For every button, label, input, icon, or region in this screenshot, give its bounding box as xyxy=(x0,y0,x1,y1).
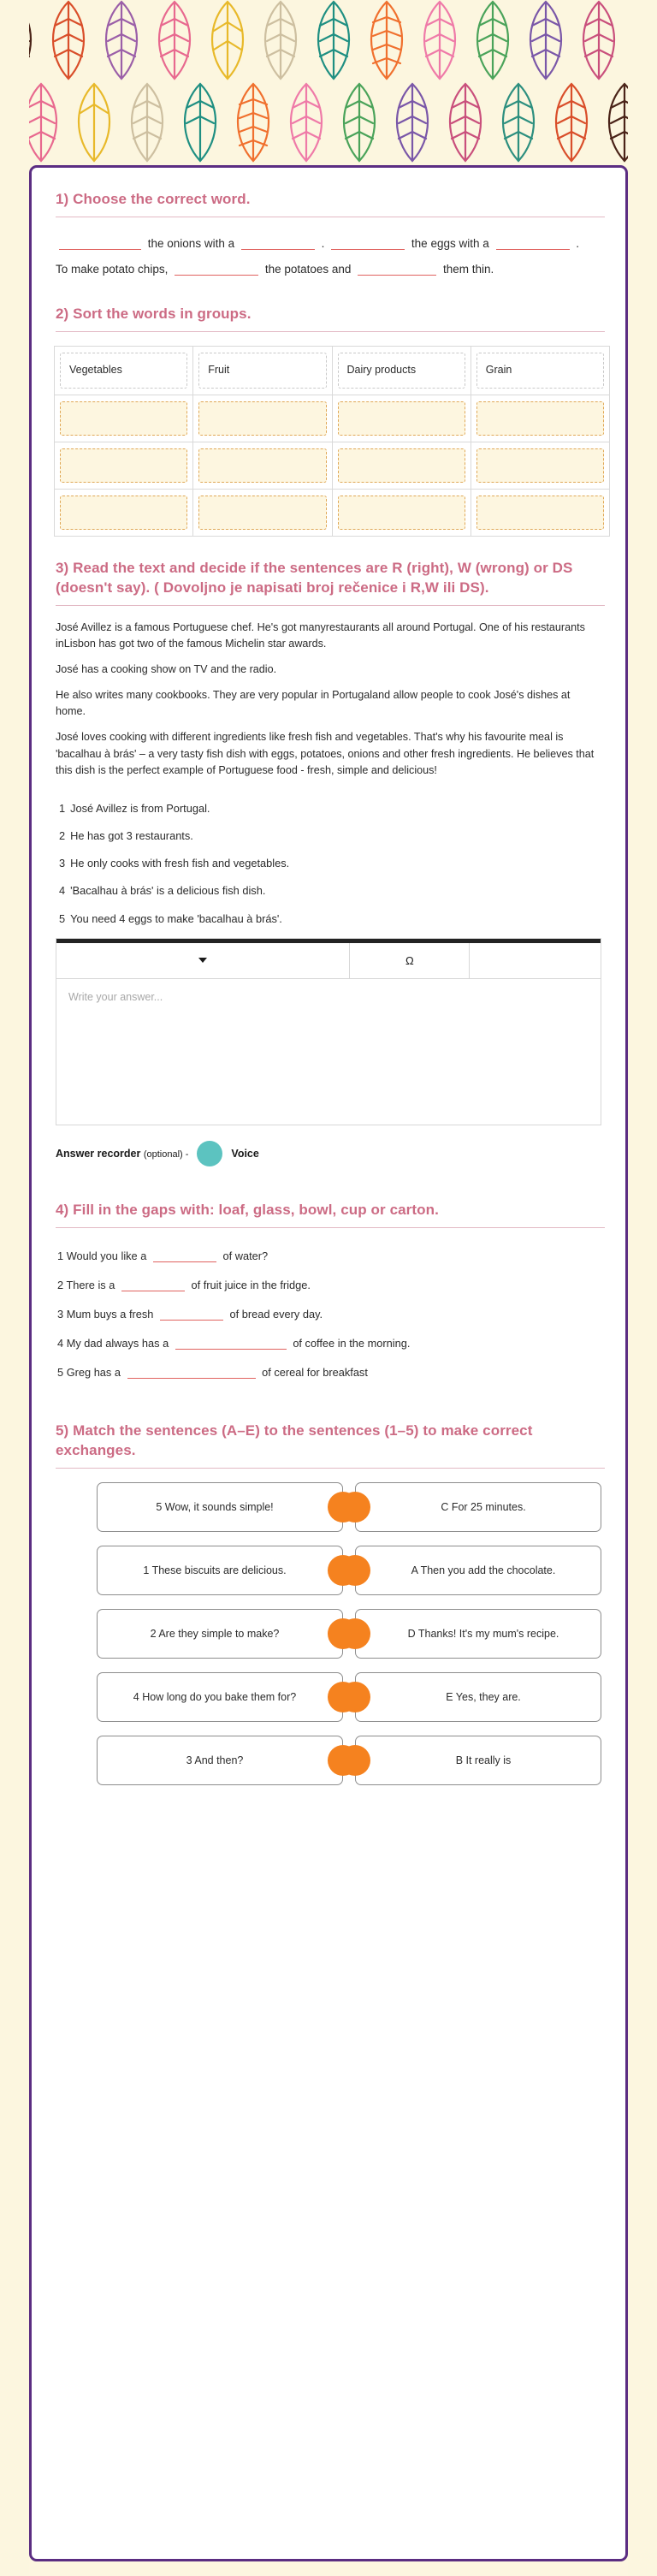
drop-zone[interactable] xyxy=(338,448,465,483)
statement-number: 2 xyxy=(59,829,66,843)
gap-item xyxy=(57,1358,607,1387)
statement-text: 'Bacalhau à brás' is a delicious fish dish. xyxy=(70,884,266,898)
table-cell xyxy=(193,442,332,489)
answer-editor xyxy=(56,938,601,1125)
exercise-1-question-1 xyxy=(56,231,607,257)
exercise-1-title: 1) Choose the correct word. xyxy=(56,191,251,207)
category-header-vegetables[interactable]: Vegetables xyxy=(60,353,187,389)
q2-text-b: the potatoes and xyxy=(264,262,352,276)
recorder-label xyxy=(56,1148,188,1160)
category-header-grain[interactable]: Grain xyxy=(476,353,604,389)
statement-number: 3 xyxy=(59,857,66,870)
gap-blank-3[interactable] xyxy=(160,1305,223,1321)
statement-text: He has got 3 restaurants. xyxy=(70,829,193,843)
match-knob-right-5[interactable] xyxy=(340,1745,370,1776)
recorder-optional-text: (optional) - xyxy=(143,1149,189,1160)
table-header-row xyxy=(55,346,610,395)
statement-text: You need 4 eggs to make 'bacalhau à brás'. xyxy=(70,911,282,925)
matching-column-right xyxy=(355,1482,601,1785)
match-item xyxy=(97,1546,343,1595)
gap-item xyxy=(57,1329,607,1358)
toolbar-spacer xyxy=(470,943,601,978)
blank-input-1[interactable] xyxy=(59,234,141,250)
q1-text-b: . xyxy=(321,236,325,250)
match-card-left-5[interactable]: 3 And then? xyxy=(97,1736,343,1785)
match-card-left-1[interactable]: 5 Wow, it sounds simple! xyxy=(97,1482,343,1532)
category-header-fruit[interactable]: Fruit xyxy=(198,353,326,389)
table-cell xyxy=(55,442,193,489)
exercise-2-title: 2) Sort the words in groups. xyxy=(56,305,252,322)
gap-text-pre: There is a xyxy=(66,1278,115,1291)
table-cell xyxy=(193,346,332,395)
gap-item xyxy=(57,1300,607,1329)
reading-paragraph: José has a cooking show on TV and the radio. xyxy=(56,663,277,676)
gap-number: 5 xyxy=(57,1365,64,1379)
match-card-right-2[interactable]: A Then you add the chocolate. xyxy=(355,1546,601,1595)
q1-text-a: the onions with a xyxy=(147,236,235,250)
table-cell xyxy=(55,346,193,395)
chevron-down-icon xyxy=(198,958,207,963)
editor-toolbar xyxy=(56,943,601,979)
statement-text: He only cooks with fresh fish and vegetables. xyxy=(70,857,290,870)
exercise-1 xyxy=(50,168,607,282)
match-item xyxy=(355,1672,601,1722)
exercise-5-title: 5) Match the sentences (A–E) to the sentences (1–5) to make correct exchanges. xyxy=(56,1422,533,1458)
statement-number: 1 xyxy=(59,801,66,815)
exercise-4-title: 4) Fill in the gaps with: loaf, glass, bowl, cup or carton. xyxy=(56,1201,439,1218)
statement-item xyxy=(59,855,601,871)
category-header-dairy[interactable]: Dairy products xyxy=(338,353,465,389)
table-row xyxy=(55,442,610,489)
table-cell xyxy=(55,395,193,442)
match-item xyxy=(97,1609,343,1659)
gap-text-pre: Greg has a xyxy=(66,1365,121,1379)
table-cell xyxy=(193,489,332,536)
table-cell xyxy=(332,395,471,442)
match-knob-right-1[interactable] xyxy=(340,1492,370,1522)
statement-item xyxy=(59,911,601,927)
matching-column-left xyxy=(56,1482,343,1785)
table-cell xyxy=(471,489,609,536)
q2-text-d: thin. xyxy=(471,262,494,276)
statement-item xyxy=(59,828,601,844)
match-knob-right-2[interactable] xyxy=(340,1555,370,1586)
right-page-margin xyxy=(628,0,657,2576)
match-card-right-4[interactable]: E Yes, they are. xyxy=(355,1672,601,1722)
divider xyxy=(56,331,605,332)
format-dropdown[interactable] xyxy=(56,943,350,978)
table-cell xyxy=(471,395,609,442)
matching-exercise xyxy=(56,1482,601,1785)
left-page-margin xyxy=(0,0,29,2576)
blank-input-3[interactable] xyxy=(331,234,405,250)
exercise-3 xyxy=(50,537,607,1166)
q2-text-c: them xyxy=(442,262,469,276)
drop-zone[interactable] xyxy=(60,496,187,530)
table-cell xyxy=(332,442,471,489)
divider xyxy=(56,1227,605,1228)
gap-text-pre: My dad always has a xyxy=(66,1336,169,1350)
voice-label: Voice xyxy=(231,1147,259,1160)
reading-paragraph: José Avillez is a famous Portuguese chef. He's got manyrestaurants all around Portugal. One of his restaurants inLisbon has got two of the famous Michelin star awards. xyxy=(56,620,585,650)
gap-item xyxy=(57,1271,607,1300)
gap-text-pre: Would you like a xyxy=(66,1249,147,1262)
table-cell xyxy=(471,442,609,489)
drop-zone[interactable] xyxy=(60,448,187,483)
gap-number: 1 xyxy=(57,1249,64,1262)
match-item xyxy=(97,1736,343,1785)
answer-recorder xyxy=(56,1141,601,1166)
table-cell xyxy=(332,489,471,536)
table-row xyxy=(55,395,610,442)
gap-blank-1[interactable] xyxy=(153,1247,216,1262)
gap-text-post: of fruit juice in the fridge. xyxy=(191,1278,311,1291)
blank-input-5[interactable] xyxy=(175,260,258,276)
match-item xyxy=(97,1672,343,1722)
drop-zone[interactable] xyxy=(338,401,465,436)
match-item xyxy=(355,1609,601,1659)
match-card-right-3[interactable]: D Thanks! It's my mum's recipe. xyxy=(355,1609,601,1659)
table-row xyxy=(55,489,610,536)
exercise-3-title: 3) Read the text and decide if the sentences are R (right), W (wrong) or DS (doesn't say). ( Dovoljno je napisati broj rečenice i R,W ili DS). xyxy=(56,559,573,596)
gap-number: 4 xyxy=(57,1336,64,1350)
blank-input-4[interactable] xyxy=(496,234,570,250)
blank-input-6[interactable] xyxy=(358,260,436,276)
drop-zone[interactable] xyxy=(476,448,604,483)
match-item xyxy=(97,1482,343,1532)
statement-number: 4 xyxy=(59,884,66,898)
table-cell xyxy=(55,489,193,536)
exercise-4 xyxy=(50,1166,607,1387)
exercise-2 xyxy=(50,282,607,537)
drop-zone[interactable] xyxy=(198,496,326,530)
gap-blank-4[interactable] xyxy=(175,1334,287,1350)
drop-zone[interactable] xyxy=(476,401,604,436)
match-item xyxy=(355,1482,601,1532)
exercise-5 xyxy=(50,1387,607,1785)
gap-text-post: of coffee in the morning. xyxy=(293,1336,411,1350)
recorder-label-text: Answer recorder xyxy=(56,1147,144,1160)
gap-blank-5[interactable] xyxy=(127,1363,256,1379)
table-cell xyxy=(471,346,609,395)
drop-zone[interactable] xyxy=(338,496,465,530)
reading-paragraph: He also writes many cookbooks. They are very popular in Portugaland allow people to cook José's dishes at home. xyxy=(56,689,571,718)
reading-paragraph: José loves cooking with different ingredients like fresh fish and vegetables. That's why his favourite meal is 'bacalhau à brás' – a very tasty fish dish with eggs, potatoes, onions and other fresh ingredients. He believes that this dish is the perfect example of Portuguese food - fresh, simple and delicious! xyxy=(56,731,595,776)
table-cell xyxy=(332,346,471,395)
match-item xyxy=(355,1546,601,1595)
record-button[interactable] xyxy=(197,1141,222,1166)
match-card-left-4[interactable]: 4 How long do you bake them for? xyxy=(97,1672,343,1722)
statement-text: José Avillez is from Portugal. xyxy=(70,801,210,815)
gap-text-post: of water? xyxy=(222,1249,269,1262)
match-item xyxy=(355,1736,601,1785)
drop-zone[interactable] xyxy=(476,496,604,530)
gap-text-post: of cereal for breakfast xyxy=(262,1365,368,1379)
blank-input-2[interactable] xyxy=(241,234,315,250)
gap-number: 2 xyxy=(57,1278,64,1291)
drop-zone[interactable] xyxy=(60,401,187,436)
gap-number: 3 xyxy=(57,1307,64,1321)
q1-text-c: the eggs with a xyxy=(411,236,489,250)
worksheet-sheet xyxy=(29,165,628,2561)
exercise-1-question-2 xyxy=(56,257,607,282)
match-card-right-1[interactable]: C For 25 minutes. xyxy=(355,1482,601,1532)
match-knob-right-4[interactable] xyxy=(340,1682,370,1712)
gap-text-pre: Mum buys a fresh xyxy=(66,1307,154,1321)
match-knob-right-3[interactable] xyxy=(340,1618,370,1649)
match-card-left-2[interactable]: 1 These biscuits are delicious. xyxy=(97,1546,343,1595)
drop-zone[interactable] xyxy=(198,401,326,436)
table-cell xyxy=(193,395,332,442)
divider xyxy=(56,1468,605,1469)
answer-textarea[interactable]: Write your answer... xyxy=(68,990,163,1003)
gap-text-post: of bread every day. xyxy=(229,1307,323,1321)
q1-text-d: . xyxy=(576,236,580,250)
gap-blank-2[interactable] xyxy=(121,1276,185,1291)
statement-number: 5 xyxy=(59,911,66,925)
omega-icon: Ω xyxy=(405,953,414,967)
match-card-left-3[interactable]: 2 Are they simple to make? xyxy=(97,1609,343,1659)
q2-text-a: To make potato chips, xyxy=(56,262,169,276)
statement-item xyxy=(59,800,601,816)
divider xyxy=(56,605,605,606)
gap-item xyxy=(57,1242,607,1271)
sort-words-table xyxy=(54,346,610,537)
drop-zone[interactable] xyxy=(198,448,326,483)
special-character-button[interactable] xyxy=(350,943,470,978)
match-card-right-5[interactable]: B It really is xyxy=(355,1736,601,1785)
statement-item xyxy=(59,882,601,899)
